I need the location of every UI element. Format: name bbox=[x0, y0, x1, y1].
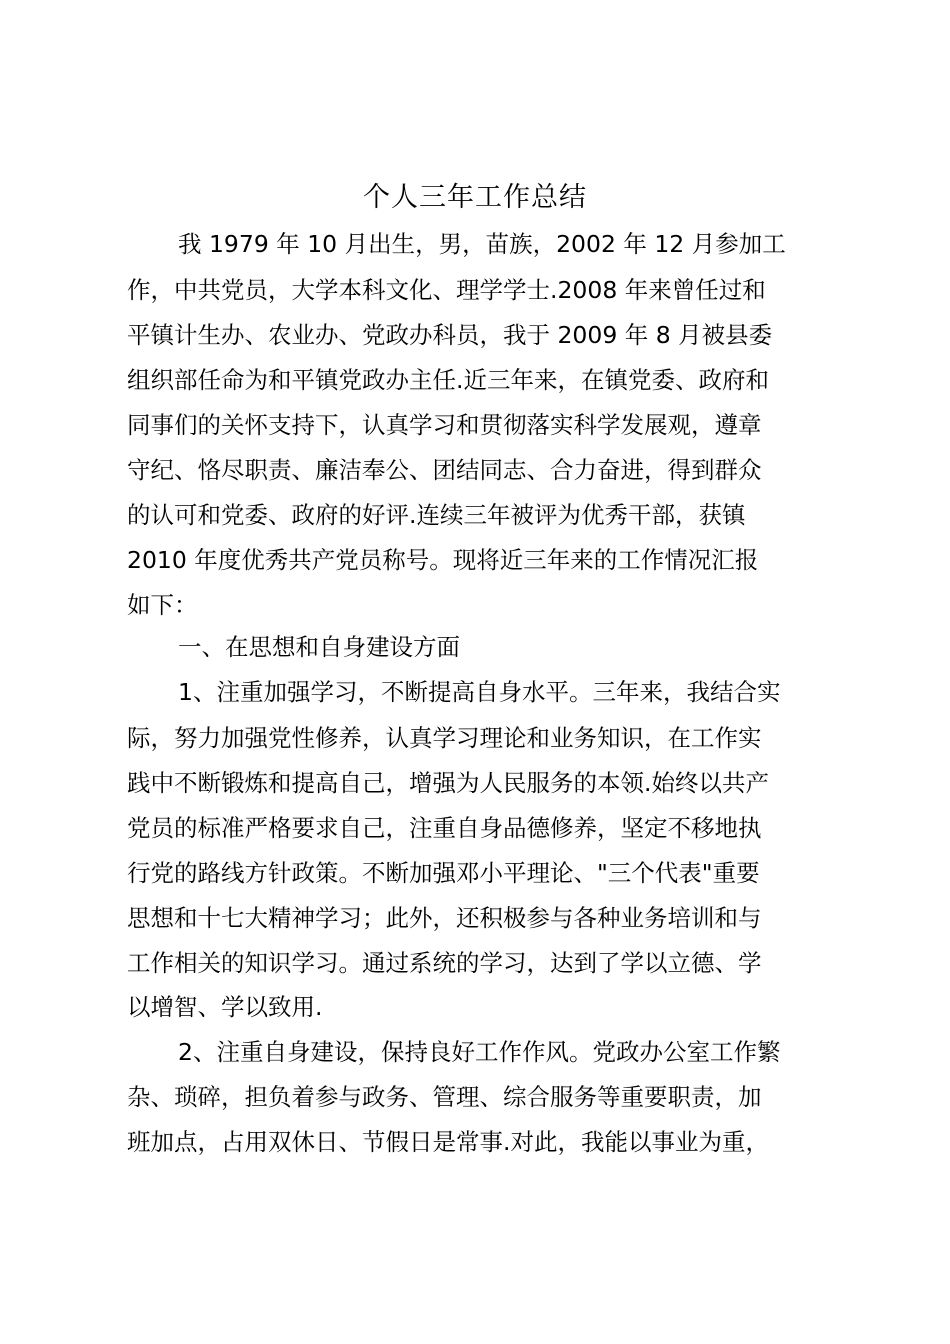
text-line: 党员的标准严格要求自己，注重自身品德修养，坚定不移地执 bbox=[127, 814, 762, 842]
text-line: 的认可和党委、政府的好评.连续三年被评为优秀干部，获镇 bbox=[127, 501, 746, 529]
text-line: 2、注重自身建设，保持良好工作作风。党政办公室工作繁 bbox=[178, 1038, 781, 1066]
text-line: 工作相关的知识学习。通过系统的学习，达到了学以立德、学 bbox=[127, 949, 762, 977]
text-line: 践中不断锻炼和提高自己，增强为人民服务的本领.始终以共产 bbox=[127, 769, 769, 797]
text-line: 我 1979 年 10 月出生，男，苗族，2002 年 12 月参加工 bbox=[178, 230, 786, 258]
text-line: 如下： bbox=[127, 591, 198, 619]
text-line: 平镇计生办、农业办、党政办科员，我于 2009 年 8 月被县委 bbox=[127, 321, 773, 349]
text-line: 2010 年度优秀共产党员称号。现将近三年来的工作情况汇报 bbox=[127, 546, 759, 574]
text-line: 1、注重加强学习，不断提高自身水平。三年来，我结合实 bbox=[178, 678, 781, 706]
text-line: 以增智、学以致用. bbox=[127, 993, 323, 1021]
text-line: 作，中共党员，大学本科文化、理学学士.2008 年来曾任过和 bbox=[127, 276, 766, 304]
text-line: 同事们的关怀支持下，认真学习和贯彻落实科学发展观，遵章 bbox=[127, 411, 762, 439]
document-title: 个人三年工作总结 bbox=[363, 182, 587, 213]
text-line: 班加点，占用双休日、节假日是常事.对此，我能以事业为重， bbox=[127, 1128, 769, 1156]
text-line: 守纪、恪尽职责、廉洁奉公、团结同志、合力奋进，得到群众 bbox=[127, 456, 762, 484]
text-line: 杂、琐碎，担负着参与政务、管理、综合服务等重要职责，加 bbox=[127, 1083, 762, 1111]
text-line: 际，努力加强党性修养，认真学习理论和业务知识，在工作实 bbox=[127, 724, 762, 752]
section-heading: 一、在思想和自身建设方面 bbox=[178, 633, 460, 661]
text-line: 思想和十七大精神学习；此外，还积极参与各种业务培训和与 bbox=[127, 904, 762, 932]
text-line: 行党的路线方针政策。不断加强邓小平理论、"三个代表"重要 bbox=[127, 859, 760, 887]
text-line: 组织部任命为和平镇党政办主任.近三年来，在镇党委、政府和 bbox=[127, 366, 769, 394]
